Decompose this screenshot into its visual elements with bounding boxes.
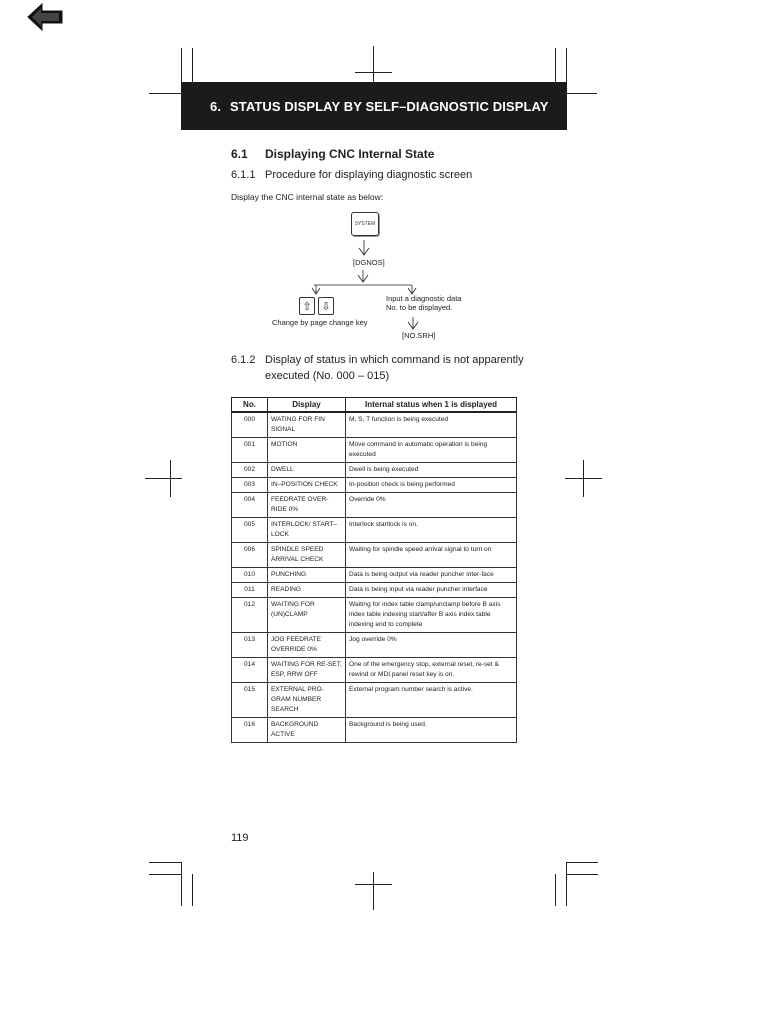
cell-no: 011	[232, 583, 268, 598]
cell-status: Data is being input via reader puncher interface	[346, 583, 517, 598]
column-header-no: No.	[232, 398, 268, 413]
cell-display: EXTERNAL PRO-GRAM NUMBER SEARCH	[268, 683, 346, 718]
cell-display: PUNCHING	[268, 568, 346, 583]
back-arrow-icon[interactable]	[26, 2, 66, 32]
table-row	[232, 718, 517, 743]
column-header-display: Display	[268, 398, 346, 413]
chapter-number: 6.	[210, 98, 222, 114]
nosrh-softkey: [NO.SRH]	[402, 331, 436, 340]
chapter-title: STATUS DISPLAY BY SELF–DIAGNOSTIC DISPLAY	[230, 98, 549, 114]
table-row	[232, 463, 517, 478]
subsection-heading-2	[231, 352, 524, 384]
cell-display: MOTION	[268, 438, 346, 463]
table-row	[232, 598, 517, 633]
cell-status: External program number search is active.	[346, 683, 517, 718]
cell-status: Background is being used.	[346, 718, 517, 743]
cell-no: 014	[232, 658, 268, 683]
cell-no: 006	[232, 543, 268, 568]
cell-no: 001	[232, 438, 268, 463]
cell-display: READING	[268, 583, 346, 598]
section-title: Displaying CNC Internal State	[265, 147, 435, 161]
subsection-number: 6.1.2	[231, 354, 256, 366]
page-number: 119	[231, 832, 249, 844]
page-down-icon: ⇩	[318, 297, 334, 315]
section-heading	[231, 147, 434, 161]
cell-status: One of the emergency stop, external reset, re-set & rewind or MDI panel reset key is on.	[346, 658, 517, 683]
input-instruction: Input a diagnostic data No. to be displayed.	[386, 294, 462, 312]
cell-no: 015	[232, 683, 268, 718]
cell-status: Override 0%	[346, 493, 517, 518]
diagnostic-status-table	[231, 397, 517, 743]
cell-display: BACKGROUND ACTIVE	[268, 718, 346, 743]
table-row	[232, 568, 517, 583]
subsection-title-line1: Display of status in which command is not apparently	[265, 354, 524, 366]
table-row	[232, 543, 517, 568]
table-row	[232, 412, 517, 438]
cell-no: 000	[232, 412, 268, 438]
cell-display: WAITING FOR (UN)CLAMP	[268, 598, 346, 633]
intro-text: Display the CNC internal state as below:	[231, 192, 384, 202]
cell-display: INTERLOCK/ START–LOCK	[268, 518, 346, 543]
cell-display: SPINDLE SPEED ARRIVAL CHECK	[268, 543, 346, 568]
cell-display: FEEDRATE OVER-RIDE 0%	[268, 493, 346, 518]
table-row	[232, 438, 517, 463]
cell-status: Dwell is being executed	[346, 463, 517, 478]
system-key: SYSTEM	[351, 212, 379, 236]
cell-no: 002	[232, 463, 268, 478]
table-row	[232, 583, 517, 598]
cell-status: Waiting for index table clamp/unclamp before B axis index table indexing start/after B axis index table indexing end to complete	[346, 598, 517, 633]
cell-display: WAITING FOR RE-SET, ESP, RRW OFF	[268, 658, 346, 683]
cell-no: 003	[232, 478, 268, 493]
cell-no: 004	[232, 493, 268, 518]
cell-display: JOG FEEDRATE OVERRIDE 0%	[268, 633, 346, 658]
cell-no: 013	[232, 633, 268, 658]
table-row	[232, 478, 517, 493]
subsection-title-line2: executed (No. 000 – 015)	[265, 370, 390, 382]
cell-no: 010	[232, 568, 268, 583]
subsection-heading-1	[231, 169, 472, 181]
chapter-header	[181, 82, 567, 130]
table-row	[232, 683, 517, 718]
cell-status: Data is being output via reader puncher inter-face	[346, 568, 517, 583]
dgnos-softkey: [DGNOS]	[353, 258, 385, 267]
column-header-status: Internal status when 1 is displayed	[346, 398, 517, 413]
cell-no: 016	[232, 718, 268, 743]
subsection-number: 6.1.1	[231, 169, 256, 181]
cell-display: DWELL	[268, 463, 346, 478]
cell-no: 012	[232, 598, 268, 633]
pagekey-label: Change by page change key	[272, 318, 368, 327]
cell-display: IN–POSITION CHECK	[268, 478, 346, 493]
table-row	[232, 493, 517, 518]
table-row	[232, 658, 517, 683]
table-row	[232, 633, 517, 658]
cell-status: Waiting for spindle speed arrival signal to turn on	[346, 543, 517, 568]
cell-no: 005	[232, 518, 268, 543]
table-row	[232, 518, 517, 543]
subsection-title: Procedure for displaying diagnostic screen	[265, 169, 473, 181]
section-number: 6.1	[231, 147, 248, 161]
cell-status: Move command in automatic operation is being executed	[346, 438, 517, 463]
cell-status: Interlock startlock is on.	[346, 518, 517, 543]
cell-display: WATING FOR FIN SIGNAL	[268, 412, 346, 438]
table-header-row	[232, 398, 517, 413]
cell-status: In-position check is being performed	[346, 478, 517, 493]
cell-status: M, S, T function is being executed	[346, 412, 517, 438]
page-up-icon: ⇧	[299, 297, 315, 315]
cell-status: Jog override 0%	[346, 633, 517, 658]
